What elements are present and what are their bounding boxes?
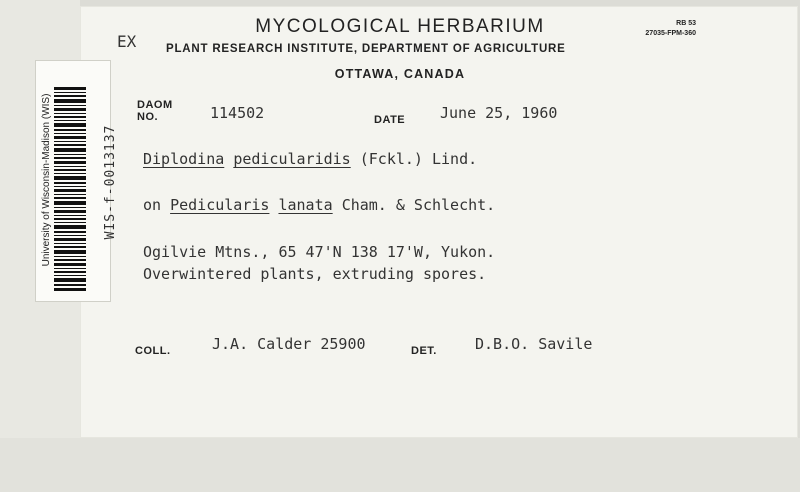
reference-code bbox=[606, 19, 696, 39]
locality: Ogilvie Mtns., 65 47'N 138 17'W, Yukon. bbox=[143, 243, 496, 261]
daom-label-line-1: DAOM bbox=[137, 99, 173, 111]
determiner-label: DET. bbox=[411, 345, 437, 357]
reference-code-line-2: 27035-FPM-360 bbox=[645, 30, 696, 37]
daom-label bbox=[137, 99, 173, 123]
collector-label: COLL. bbox=[135, 345, 171, 357]
collector: J.A. Calder 25900 bbox=[212, 335, 366, 353]
taxon-line bbox=[143, 150, 477, 168]
collection-date: June 25, 1960 bbox=[440, 104, 558, 122]
taxon-genus: Diplodina bbox=[143, 150, 225, 168]
taxon-species: pedicularidis bbox=[233, 150, 351, 168]
barcode-specimen-id: WIS-f-0013137 bbox=[103, 124, 118, 240]
host-genus: Pedicularis bbox=[170, 196, 270, 214]
barcode-institution: University of Wisconsin-Madison (WIS) bbox=[41, 93, 52, 267]
reference-code-line-1: RB 53 bbox=[676, 20, 696, 27]
daom-label-line-2: NO. bbox=[137, 111, 159, 123]
herbarium-title: MYCOLOGICAL HERBARIUM bbox=[255, 16, 545, 37]
determiner: D.B.O. Savile bbox=[475, 335, 593, 353]
host-line bbox=[143, 196, 495, 214]
daom-number: 114502 bbox=[210, 104, 265, 122]
barcode-label bbox=[35, 60, 118, 302]
institute-city: OTTAWA, CANADA bbox=[334, 67, 466, 81]
sheet-bottom bbox=[0, 438, 800, 492]
barcode-icon bbox=[54, 87, 86, 291]
date-label: DATE bbox=[374, 114, 406, 126]
institute-name: PLANT RESEARCH INSTITUTE, DEPARTMENT OF AGRICULTURE bbox=[166, 43, 566, 55]
ex-stamp: EX bbox=[117, 32, 137, 51]
taxon-authority: (Fckl.) Lind. bbox=[359, 150, 478, 168]
host-species: lanata bbox=[278, 196, 333, 214]
specimen-notes: Overwintered plants, extruding spores. bbox=[143, 265, 487, 283]
host-prefix: on bbox=[143, 196, 162, 214]
host-authority: Cham. & Schlecht. bbox=[341, 196, 496, 214]
